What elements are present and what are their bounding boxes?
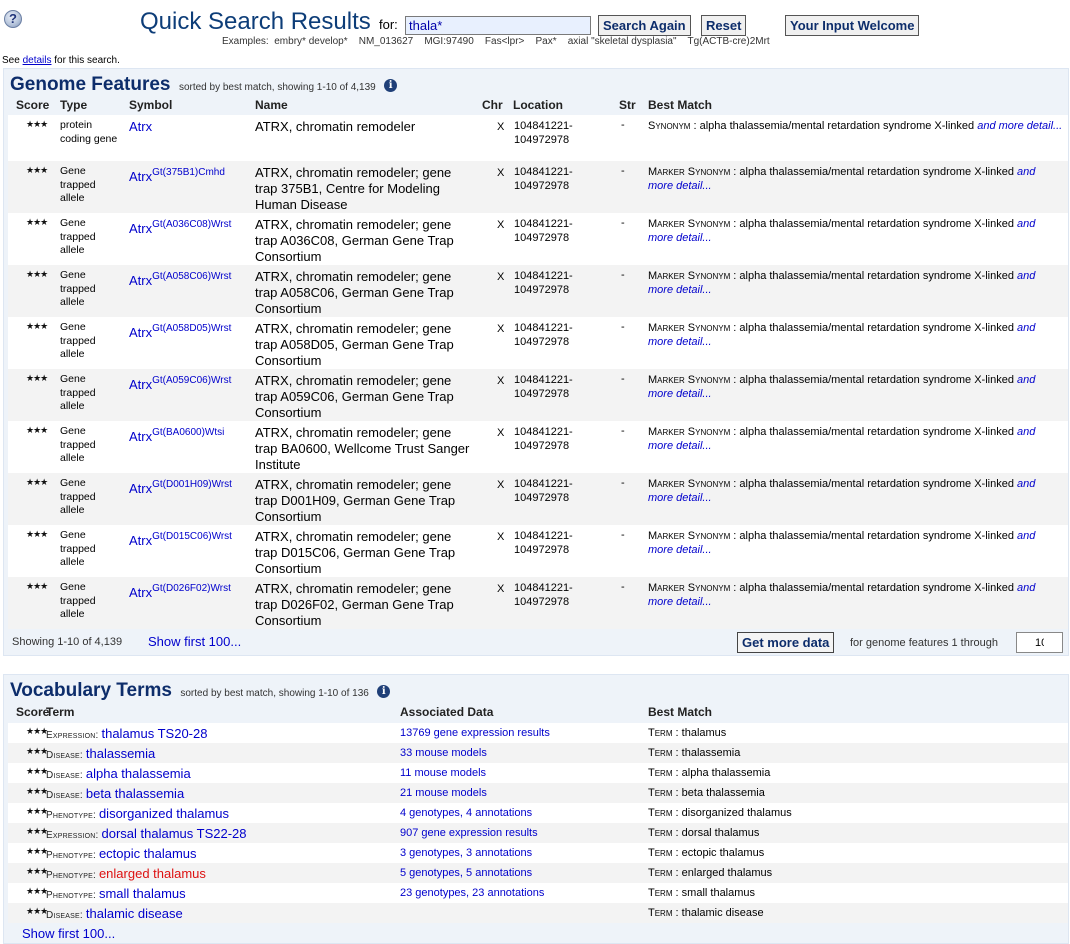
list-item xyxy=(8,763,1068,783)
feedback-button[interactable]: Your Input Welcome xyxy=(785,15,919,36)
location: 104841221- 104972978 xyxy=(514,322,573,348)
table-row xyxy=(8,473,1068,525)
vocab-term: Disease: beta thalassemia xyxy=(46,786,185,801)
feature-name: ATRX, chromatin remodeler; gene trap A059C06, German Gene Trap Consortium xyxy=(255,373,454,420)
best-match: Term : thalamic disease xyxy=(648,907,764,919)
help-icon[interactable]: ? xyxy=(4,10,22,28)
feature-type: Gene trapped allele xyxy=(60,269,96,308)
list-item xyxy=(8,803,1068,823)
best-match: Marker Synonym : alpha thalassemia/mental retardation syndrome X-linked and more detail... xyxy=(648,374,1036,400)
best-match: Term : disorganized thalamus xyxy=(648,807,792,819)
and-more-detail-link[interactable]: and more detail... xyxy=(648,270,1036,296)
term-link[interactable]: small thalamus xyxy=(98,886,186,901)
show-first-100-link[interactable]: Show first 100... xyxy=(22,926,116,941)
symbol-link[interactable]: Atrx$^{Gt(375B1)Cmhd}$ xyxy=(129,167,225,184)
vocab-term: Phenotype: ectopic thalamus xyxy=(46,846,197,861)
page-title: Quick Search Results xyxy=(140,8,371,35)
col-score[interactable]: Score xyxy=(16,98,50,112)
location: 104841221- 104972978 xyxy=(514,530,573,556)
col-name[interactable]: Name xyxy=(255,98,288,112)
vocab-term: Disease: thalamic disease xyxy=(46,906,183,921)
list-item xyxy=(8,783,1068,803)
list-item xyxy=(8,723,1068,743)
strand: - xyxy=(621,425,625,437)
chromosome: X xyxy=(497,167,505,179)
strand: - xyxy=(621,477,625,489)
feature-name: ATRX, chromatin remodeler; gene trap 375B1, Centre for Modeling Human Disease xyxy=(255,165,452,212)
vocab-term: Phenotype: disorganized thalamus xyxy=(46,806,230,821)
best-match: Marker Synonym : alpha thalassemia/mental retardation syndrome X-linked and more detail... xyxy=(648,270,1036,296)
best-match: Marker Synonym : alpha thalassemia/mental retardation syndrome X-linked and more detail... xyxy=(648,582,1036,608)
strand: - xyxy=(621,119,625,131)
and-more-detail-link[interactable]: and more detail... xyxy=(648,374,1036,400)
vocabulary-terms-section xyxy=(3,674,1069,944)
score-stars: ★★★ xyxy=(26,806,48,816)
genome-features-footer xyxy=(8,629,1068,655)
feature-name: ATRX, chromatin remodeler xyxy=(255,119,416,134)
chromosome: X xyxy=(497,375,505,387)
genome-features-section xyxy=(3,68,1069,656)
table-row xyxy=(8,115,1068,161)
table-row xyxy=(8,525,1068,577)
strand: - xyxy=(621,217,625,229)
associated-data-link[interactable]: 5 genotypes, 5 annotations xyxy=(400,867,533,879)
feature-name: ATRX, chromatin remodeler; gene trap A036C08, German Gene Trap Consortium xyxy=(255,217,454,264)
associated-data-link[interactable]: 11 mouse models xyxy=(400,767,487,779)
score-stars: ★★★ xyxy=(26,846,48,856)
feature-type: Gene trapped allele xyxy=(60,425,96,464)
term-link[interactable]: alpha thalassemia xyxy=(85,766,191,781)
col-best-match[interactable]: Best Match xyxy=(648,705,713,719)
vocab-term: Expression: thalamus TS20-28 xyxy=(46,726,208,741)
for-label: for: xyxy=(379,17,398,32)
col-score[interactable]: Score xyxy=(16,705,50,719)
strand: - xyxy=(621,581,625,593)
table-row xyxy=(8,577,1068,629)
term-link[interactable]: thalamic disease xyxy=(85,906,183,921)
feature-name: ATRX, chromatin remodeler; gene trap D001H09, German Gene Trap Consortium xyxy=(255,477,456,524)
symbol-link[interactable]: Atrx xyxy=(129,119,153,134)
search-input[interactable] xyxy=(405,16,591,35)
chromosome: X xyxy=(497,479,505,491)
vocabulary-terms-header xyxy=(10,680,390,702)
associated-data-link[interactable]: 23 genotypes, 23 annotations xyxy=(400,887,545,899)
location: 104841221- 104972978 xyxy=(514,374,573,400)
and-more-detail-link[interactable]: and more detail... xyxy=(648,582,1036,608)
best-match: Marker Synonym : alpha thalassemia/mental retardation syndrome X-linked and more detail... xyxy=(648,322,1036,348)
feature-name: ATRX, chromatin remodeler; gene trap A058D05, German Gene Trap Consortium xyxy=(255,321,454,368)
list-item xyxy=(8,863,1068,883)
feature-type: Gene trapped allele xyxy=(60,581,96,620)
location: 104841221- 104972978 xyxy=(514,582,573,608)
section-title: Vocabulary Terms xyxy=(10,680,172,701)
symbol-link[interactable]: Atrx$^{Gt(A058C06)Wrst}$ xyxy=(129,271,232,288)
strand: - xyxy=(621,165,625,177)
best-match: Marker Synonym : alpha thalassemia/mental retardation syndrome X-linked and more detail... xyxy=(648,166,1036,192)
table-row xyxy=(8,265,1068,317)
col-symbol[interactable]: Symbol xyxy=(129,98,173,112)
feature-name: ATRX, chromatin remodeler; gene trap BA0600, Wellcome Trust Sanger Institute xyxy=(255,425,470,472)
score-stars: ★★★ xyxy=(26,766,48,776)
chromosome: X xyxy=(497,219,505,231)
list-item xyxy=(8,883,1068,903)
chromosome: X xyxy=(497,583,505,595)
best-match: Term : ectopic thalamus xyxy=(648,847,765,859)
show-first-100-link[interactable]: Show first 100... xyxy=(148,634,242,649)
associated-data-link[interactable]: 13769 gene expression results xyxy=(400,727,550,739)
score-stars: ★★★ xyxy=(26,826,48,836)
score-stars: ★★★ xyxy=(26,726,48,736)
symbol-link[interactable]: Atrx$^{Gt(BA0600)Wtsi}$ xyxy=(129,427,225,444)
feature-type: protein coding gene xyxy=(60,119,118,145)
best-match: Term : thalamus xyxy=(648,727,727,739)
score-stars: ★★★ xyxy=(26,786,48,796)
symbol-link[interactable]: Atrx$^{Gt(A059C06)Wrst}$ xyxy=(129,375,232,392)
symbol-link[interactable]: Atrx$^{Gt(D015C06)Wrst}$ xyxy=(129,531,232,548)
details-line: See details for this search. xyxy=(2,55,120,66)
list-item xyxy=(8,743,1068,763)
term-link[interactable]: thalassemia xyxy=(85,746,156,761)
best-match: Marker Synonym : alpha thalassemia/mental retardation syndrome X-linked and more detail... xyxy=(648,426,1036,452)
location: 104841221- 104972978 xyxy=(514,120,573,146)
col-term[interactable]: Term xyxy=(46,705,75,719)
score-stars: ★★★ xyxy=(26,866,48,876)
feature-type: Gene trapped allele xyxy=(60,373,96,412)
chromosome: X xyxy=(497,121,505,133)
best-match: Term : beta thalassemia xyxy=(648,787,765,799)
score-stars: ★★★ xyxy=(26,581,48,591)
associated-data-link[interactable]: 4 genotypes, 4 annotations xyxy=(400,807,533,819)
list-item xyxy=(8,903,1068,923)
feature-type: Gene trapped allele xyxy=(60,477,96,516)
strand: - xyxy=(621,269,625,281)
associated-data-link[interactable]: 21 mouse models xyxy=(400,787,487,799)
strand: - xyxy=(621,321,625,333)
table-row xyxy=(8,369,1068,421)
chromosome: X xyxy=(497,271,505,283)
term-link[interactable]: beta thalassemia xyxy=(85,786,185,801)
vocab-term: Phenotype: small thalamus xyxy=(46,886,186,901)
feature-type: Gene trapped allele xyxy=(60,321,96,360)
reset-button[interactable]: Reset xyxy=(701,15,746,36)
feature-type: Gene trapped allele xyxy=(60,165,96,204)
and-more-detail-link[interactable]: and more detail... xyxy=(648,478,1036,504)
genome-features-header xyxy=(10,74,397,96)
table-row xyxy=(8,213,1068,265)
best-match: Term : enlarged thalamus xyxy=(648,867,773,879)
col-location[interactable]: Location xyxy=(513,98,563,112)
chromosome: X xyxy=(497,531,505,543)
best-match: Marker Synonym : alpha thalassemia/mental retardation syndrome X-linked and more detail... xyxy=(648,218,1036,244)
feature-name: ATRX, chromatin remodeler; gene trap A058C06, German Gene Trap Consortium xyxy=(255,269,454,316)
info-icon[interactable]: i xyxy=(384,79,397,92)
list-item xyxy=(8,823,1068,843)
score-stars: ★★★ xyxy=(26,373,48,383)
vocab-term: Expression: dorsal thalamus TS22-28 xyxy=(46,826,247,841)
location: 104841221- 104972978 xyxy=(514,218,573,244)
term-link[interactable]: thalamus TS20-28 xyxy=(101,726,208,741)
chromosome: X xyxy=(497,427,505,439)
associated-data-link[interactable]: 33 mouse models xyxy=(400,747,487,759)
term-link[interactable]: enlarged thalamus xyxy=(98,866,206,881)
best-match: Marker Synonym : alpha thalassemia/mental retardation syndrome X-linked and more detail... xyxy=(648,478,1036,504)
feature-name: ATRX, chromatin remodeler; gene trap D026F02, German Gene Trap Consortium xyxy=(255,581,454,628)
through-label: for genome features 1 through xyxy=(850,637,998,649)
associated-data-link[interactable]: 3 genotypes, 3 annotations xyxy=(400,847,533,859)
term-link[interactable]: disorganized thalamus xyxy=(98,806,230,821)
info-icon[interactable]: i xyxy=(377,685,390,698)
table-row xyxy=(8,317,1068,369)
list-item xyxy=(8,843,1068,863)
col-chr[interactable]: Chr xyxy=(482,98,503,112)
best-match: Term : thalassemia xyxy=(648,747,741,759)
section-title: Genome Features xyxy=(10,74,171,95)
col-associated-data[interactable]: Associated Data xyxy=(400,705,494,719)
score-stars: ★★★ xyxy=(26,165,48,175)
score-stars: ★★★ xyxy=(26,425,48,435)
col-best-match[interactable]: Best Match xyxy=(648,98,713,112)
score-stars: ★★★ xyxy=(26,886,48,896)
search-again-button[interactable]: Search Again xyxy=(598,15,691,36)
score-stars: ★★★ xyxy=(26,529,48,539)
score-stars: ★★★ xyxy=(26,746,48,756)
strand: - xyxy=(621,529,625,541)
score-stars: ★★★ xyxy=(26,906,48,916)
and-more-detail-link[interactable]: and more detail... xyxy=(648,166,1036,192)
location: 104841221- 104972978 xyxy=(514,426,573,452)
location: 104841221- 104972978 xyxy=(514,478,573,504)
vocab-term: Disease: thalassemia xyxy=(46,746,156,761)
vocab-term: Disease: alpha thalassemia xyxy=(46,766,191,781)
score-stars: ★★★ xyxy=(26,477,48,487)
best-match: Term : dorsal thalamus xyxy=(648,827,760,839)
feature-type: Gene trapped allele xyxy=(60,217,96,256)
score-stars: ★★★ xyxy=(26,119,48,129)
col-str[interactable]: Str xyxy=(619,98,636,112)
symbol-link[interactable]: Atrx$^{Gt(A058D05)Wrst}$ xyxy=(129,323,232,340)
score-stars: ★★★ xyxy=(26,321,48,331)
chromosome: X xyxy=(497,323,505,335)
symbol-link[interactable]: Atrx$^{Gt(A036C08)Wrst}$ xyxy=(129,219,232,236)
get-more-data-button[interactable]: Get more data xyxy=(737,632,834,653)
and-more-detail-link[interactable]: and more detail... xyxy=(977,120,1063,132)
location: 104841221- 104972978 xyxy=(514,166,573,192)
best-match: Term : alpha thalassemia xyxy=(648,767,771,779)
table-row xyxy=(8,421,1068,473)
score-stars: ★★★ xyxy=(26,269,48,279)
score-stars: ★★★ xyxy=(26,217,48,227)
section-subtitle: sorted by best match, showing 1-10 of 4,139 xyxy=(178,82,376,93)
best-match: Term : small thalamus xyxy=(648,887,756,899)
and-more-detail-link[interactable]: and more detail... xyxy=(648,530,1036,556)
term-link[interactable]: ectopic thalamus xyxy=(98,846,197,861)
best-match: Synonym : alpha thalassemia/mental retardation syndrome X-linked and more detail... xyxy=(648,120,1063,132)
associated-data-link[interactable]: 907 gene expression results xyxy=(400,827,538,839)
feature-type: Gene trapped allele xyxy=(60,529,96,568)
through-input[interactable] xyxy=(1016,632,1063,653)
symbol-link[interactable]: Atrx$^{Gt(D001H09)Wrst}$ xyxy=(129,479,232,496)
col-type[interactable]: Type xyxy=(60,98,88,112)
details-link[interactable]: details xyxy=(22,55,52,66)
section-subtitle: sorted by best match, showing 1-10 of 136 xyxy=(180,688,369,699)
and-more-detail-link[interactable]: and more detail... xyxy=(648,426,1036,452)
and-more-detail-link[interactable]: and more detail... xyxy=(648,218,1036,244)
table-row xyxy=(8,161,1068,213)
showing-count: Showing 1-10 of 4,139 xyxy=(12,636,123,648)
term-link[interactable]: dorsal thalamus TS22-28 xyxy=(101,826,247,841)
search-examples: Examples: embry* develop* NM_013627 MGI:97490 Fas<lpr> Pax* axial "skeletal dysplasia" Tg(ACTB-cre)2Mrt xyxy=(222,36,770,47)
vocab-term: Phenotype: enlarged thalamus xyxy=(46,866,206,881)
best-match: Marker Synonym : alpha thalassemia/mental retardation syndrome X-linked and more detail... xyxy=(648,530,1036,556)
vocabulary-footer xyxy=(8,923,1068,943)
location: 104841221- 104972978 xyxy=(514,270,573,296)
strand: - xyxy=(621,373,625,385)
and-more-detail-link[interactable]: and more detail... xyxy=(648,322,1036,348)
symbol-link[interactable]: Atrx$^{Gt(D026F02)Wrst}$ xyxy=(129,583,231,600)
feature-name: ATRX, chromatin remodeler; gene trap D015C06, German Gene Trap Consortium xyxy=(255,529,456,576)
